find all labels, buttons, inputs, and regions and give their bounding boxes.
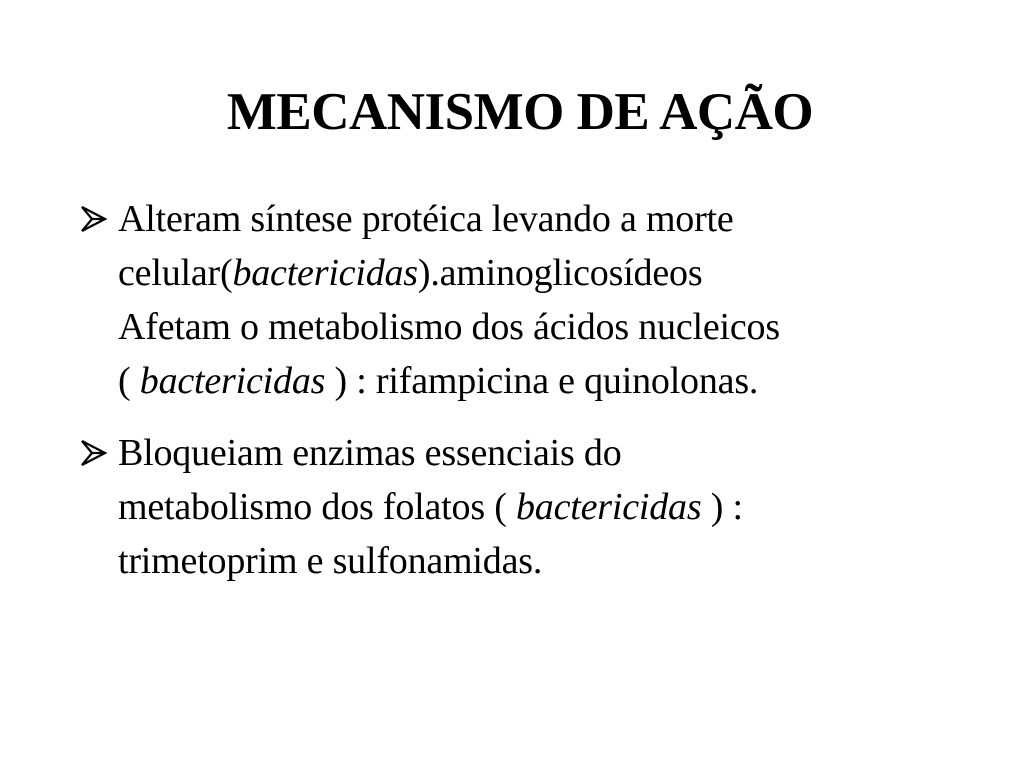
bullet-line: trimetoprim e sulfonamidas. [118,540,543,582]
italic-term: bactericidas [139,360,326,402]
bullet-line: ( bactericidas ) : rifampicina e quinolonas. [118,360,759,402]
bullet-line: metabolismo dos folatos ( bactericidas ) : [118,486,743,528]
bullet-line: Alteram síntese protéica levando a morte [118,198,734,240]
italic-term: bactericidas [515,486,702,528]
italic-term: bactericidas [232,252,418,294]
slide-title: MECANISMO DE AÇÃO [226,83,814,141]
arrow-bullet-icon [81,439,115,467]
bullet-line: Bloqueiam enzimas essenciais do [118,432,622,474]
bullet-line: Afetam o metabolismo dos ácidos nucleicos [118,306,780,348]
bullet-item-protein-synthesis [80,192,960,408]
bullet-item-folate-enzymes [80,426,960,588]
arrow-bullet-icon [81,205,115,233]
bullet-list [80,192,960,588]
bullet-line: celular(bactericidas).aminoglicosídeos [118,252,703,294]
